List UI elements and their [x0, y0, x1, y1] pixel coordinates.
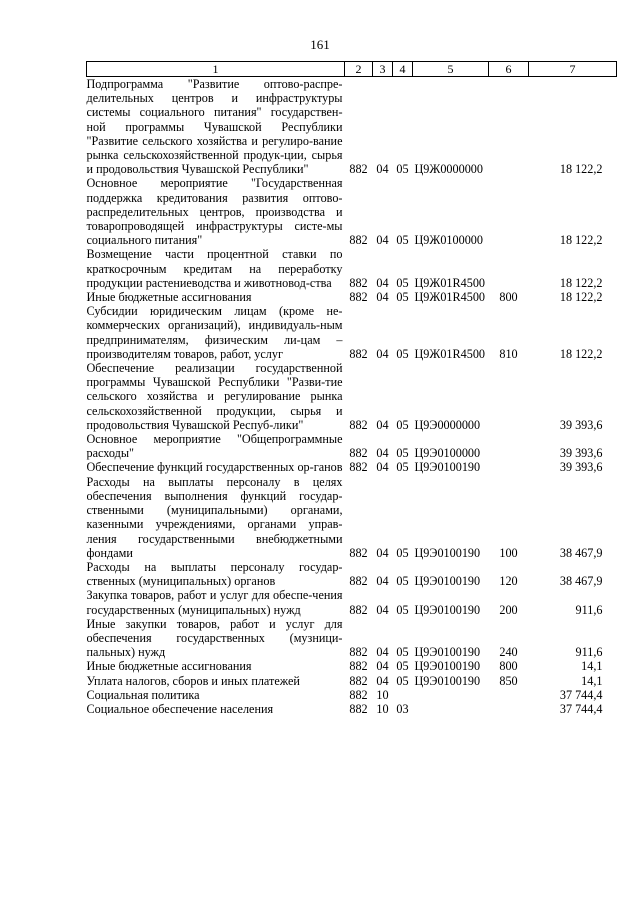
row-name: Социальное обеспечение населения — [86, 701, 274, 716]
row-expense-type: 800 — [499, 290, 518, 305]
row-name: Возмещение части процентной ставки по краткосрочным кредитам на переработку продукции растениеводства и животновод-ства — [86, 247, 343, 290]
row-amount: 39 393,6 — [559, 446, 603, 461]
row-grbs: 882 — [349, 446, 368, 461]
row-target-article: Ц9Ж0100000 — [414, 233, 483, 248]
row-expense-type: 810 — [499, 346, 518, 361]
row-section: 10 — [376, 687, 389, 702]
header-col-3: 3 — [373, 62, 393, 77]
row-subsection: 05 — [396, 545, 409, 560]
table-row — [87, 432, 617, 460]
row-grbs: 882 — [349, 275, 368, 290]
table-row — [87, 475, 617, 560]
row-expense-type: 100 — [499, 545, 518, 560]
row-grbs: 882 — [349, 417, 368, 432]
row-grbs: 882 — [349, 346, 368, 361]
row-target-article: Ц9Э0100190 — [414, 460, 481, 475]
row-subsection — [393, 688, 413, 702]
row-expense-type: 240 — [499, 645, 518, 660]
table-header — [87, 62, 617, 77]
row-grbs: 882 — [349, 645, 368, 660]
row-target-article: Ц9Э0100190 — [414, 602, 481, 617]
row-target-article: Ц9Э0100190 — [414, 545, 481, 560]
row-amount: 911,6 — [575, 602, 603, 617]
row-section: 04 — [376, 275, 389, 290]
row-subsection: 05 — [396, 574, 409, 589]
row-expense-type — [489, 460, 529, 474]
row-target-article: Ц9Ж01R4500 — [414, 346, 486, 361]
row-amount: 18 122,2 — [559, 290, 603, 305]
row-grbs: 882 — [349, 545, 368, 560]
table-row — [87, 588, 617, 616]
row-amount: 37 744,4 — [559, 701, 603, 716]
row-name: Расходы на выплаты персоналу в целях обеспечения выполнения функций государ-ственными (муниципальными) органами, казенными учреждениями, органами управ-ления государственными внебюджетными фондами — [86, 474, 343, 560]
row-subsection: 05 — [396, 162, 409, 177]
row-section: 04 — [376, 162, 389, 177]
row-subsection: 05 — [396, 659, 409, 674]
row-amount: 18 122,2 — [559, 275, 603, 290]
row-name: Обеспечение реализации государственной программы Чувашской Республики "Разви-тие сельского хозяйства и регулирование рынка сельскохозяйственной продукции, сырья и продовольствия Чувашской Респуб-лики" — [86, 361, 343, 432]
row-amount: 18 122,2 — [559, 162, 603, 177]
row-target-article: Ц9Э0100000 — [414, 446, 481, 461]
row-name: Иные бюджетные ассигнования — [86, 290, 252, 305]
row-target-article: Ц9Ж0000000 — [414, 162, 483, 177]
row-expense-type: 200 — [499, 602, 518, 617]
row-expense-type: 120 — [499, 574, 518, 589]
row-grbs: 882 — [349, 687, 368, 702]
row-subsection: 05 — [396, 446, 409, 461]
row-subsection: 05 — [396, 460, 409, 475]
row-expense-type — [489, 361, 529, 432]
row-amount: 911,6 — [575, 645, 603, 660]
row-expense-type — [489, 176, 529, 247]
row-section: 04 — [376, 233, 389, 248]
row-expense-type: 800 — [499, 659, 518, 674]
row-section: 04 — [376, 417, 389, 432]
row-target-article: Ц9Э0000000 — [414, 417, 481, 432]
row-grbs: 882 — [349, 659, 368, 674]
row-expense-type — [489, 247, 529, 290]
table-row — [87, 688, 617, 702]
table-row — [87, 176, 617, 247]
row-target-article — [413, 702, 489, 716]
table-row — [87, 617, 617, 660]
row-name: Уплата налогов, сборов и иных платежей — [86, 673, 300, 688]
row-amount: 18 122,2 — [559, 346, 603, 361]
row-amount: 18 122,2 — [559, 233, 603, 248]
header-col-4: 4 — [393, 62, 413, 77]
row-expense-type — [489, 688, 529, 702]
header-col-6: 6 — [489, 62, 529, 77]
row-section: 04 — [376, 574, 389, 589]
row-grbs: 882 — [349, 460, 368, 475]
row-section: 04 — [376, 290, 389, 305]
row-target-article: Ц9Э0100190 — [414, 659, 481, 674]
row-grbs: 882 — [349, 673, 368, 688]
row-expense-type — [489, 77, 529, 177]
row-target-article: Ц9Ж01R4500 — [414, 290, 486, 305]
budget-table — [86, 61, 617, 716]
table-row — [87, 290, 617, 304]
row-amount: 14,1 — [581, 673, 603, 688]
row-subsection: 05 — [396, 346, 409, 361]
row-expense-type: 850 — [499, 673, 518, 688]
row-amount: 39 393,6 — [559, 460, 603, 475]
row-name: Основное мероприятие "Общепрограммные расходы" — [86, 432, 343, 461]
header-col-7: 7 — [529, 62, 617, 77]
row-subsection: 05 — [396, 602, 409, 617]
row-subsection: 05 — [396, 645, 409, 660]
header-col-2: 2 — [345, 62, 373, 77]
row-grbs: 882 — [349, 701, 368, 716]
row-subsection: 05 — [396, 275, 409, 290]
row-section: 04 — [376, 659, 389, 674]
row-grbs: 882 — [349, 162, 368, 177]
row-section: 04 — [376, 645, 389, 660]
table-row — [87, 361, 617, 432]
table-row — [87, 247, 617, 290]
row-grbs: 882 — [349, 602, 368, 617]
row-amount: 38 467,9 — [559, 545, 603, 560]
row-section: 04 — [376, 602, 389, 617]
row-target-article: Ц9Э0100190 — [414, 645, 481, 660]
row-target-article: Ц9Э0100190 — [414, 673, 481, 688]
row-grbs: 882 — [349, 290, 368, 305]
row-section: 04 — [376, 673, 389, 688]
row-subsection: 05 — [396, 417, 409, 432]
row-target-article: Ц9Э0100190 — [414, 574, 481, 589]
page-number: 161 — [310, 37, 330, 52]
row-amount: 37 744,4 — [559, 687, 603, 702]
row-grbs: 882 — [349, 233, 368, 248]
row-expense-type — [489, 702, 529, 716]
table-row — [87, 304, 617, 361]
row-name: Обеспечение функций государственных ор-ганов — [86, 460, 343, 475]
row-subsection: 05 — [396, 233, 409, 248]
row-section: 04 — [376, 545, 389, 560]
row-amount: 38 467,9 — [559, 574, 603, 589]
table-row — [87, 674, 617, 688]
row-name: Основное мероприятие "Государственная поддержка кредитования развития оптово-распределительных центров, производства и товаропроводящей инфраструктуры систе-мы социального питания" — [86, 176, 343, 248]
table-row — [87, 560, 617, 588]
row-amount: 14,1 — [581, 659, 603, 674]
row-section: 10 — [376, 701, 389, 716]
row-section: 04 — [376, 446, 389, 461]
header-row — [87, 62, 617, 77]
row-name: Социальная политика — [86, 687, 200, 702]
row-grbs: 882 — [349, 574, 368, 589]
table-row — [87, 702, 617, 716]
header-col-5: 5 — [413, 62, 489, 77]
row-section: 04 — [376, 460, 389, 475]
row-name: Иные бюджетные ассигнования — [86, 659, 252, 674]
row-expense-type — [489, 432, 529, 460]
row-name: Иные закупки товаров, работ и услуг для обеспечения государственных (музници-пальных) нужд — [86, 616, 343, 660]
row-name: Закупка товаров, работ и услуг для обеспе-чения государственных (муниципальных) нужд — [86, 588, 343, 617]
row-subsection: 03 — [396, 701, 409, 716]
row-target-article — [413, 688, 489, 702]
row-target-article: Ц9Ж01R4500 — [414, 275, 486, 290]
row-name: Расходы на выплаты персоналу государ-ственных (муниципальных) органов — [86, 559, 343, 589]
table-row — [87, 460, 617, 474]
table-row — [87, 77, 617, 177]
row-name: Субсидии юридическим лицам (кроме не-коммерческих организаций), индивидуаль-ным предпринимателям, физическим ли-цам – производителям товаров, работ, услуг — [86, 304, 343, 361]
row-subsection: 05 — [396, 673, 409, 688]
table-row — [87, 659, 617, 673]
header-col-1: 1 — [87, 62, 345, 77]
row-name: Подпрограмма "Развитие оптово-распре-делительных центров и инфраструктуры системы социального питания" государствен-ной программы Чувашской Республики "Развитие сельского хозяйства и регулиро-вание рынка сельскохозяйственной продук-ции, сырья и продовольствия Чувашской Республики" — [86, 77, 343, 177]
row-subsection: 05 — [396, 290, 409, 305]
table-body — [87, 77, 617, 717]
row-section: 04 — [376, 346, 389, 361]
row-amount: 39 393,6 — [559, 417, 603, 432]
